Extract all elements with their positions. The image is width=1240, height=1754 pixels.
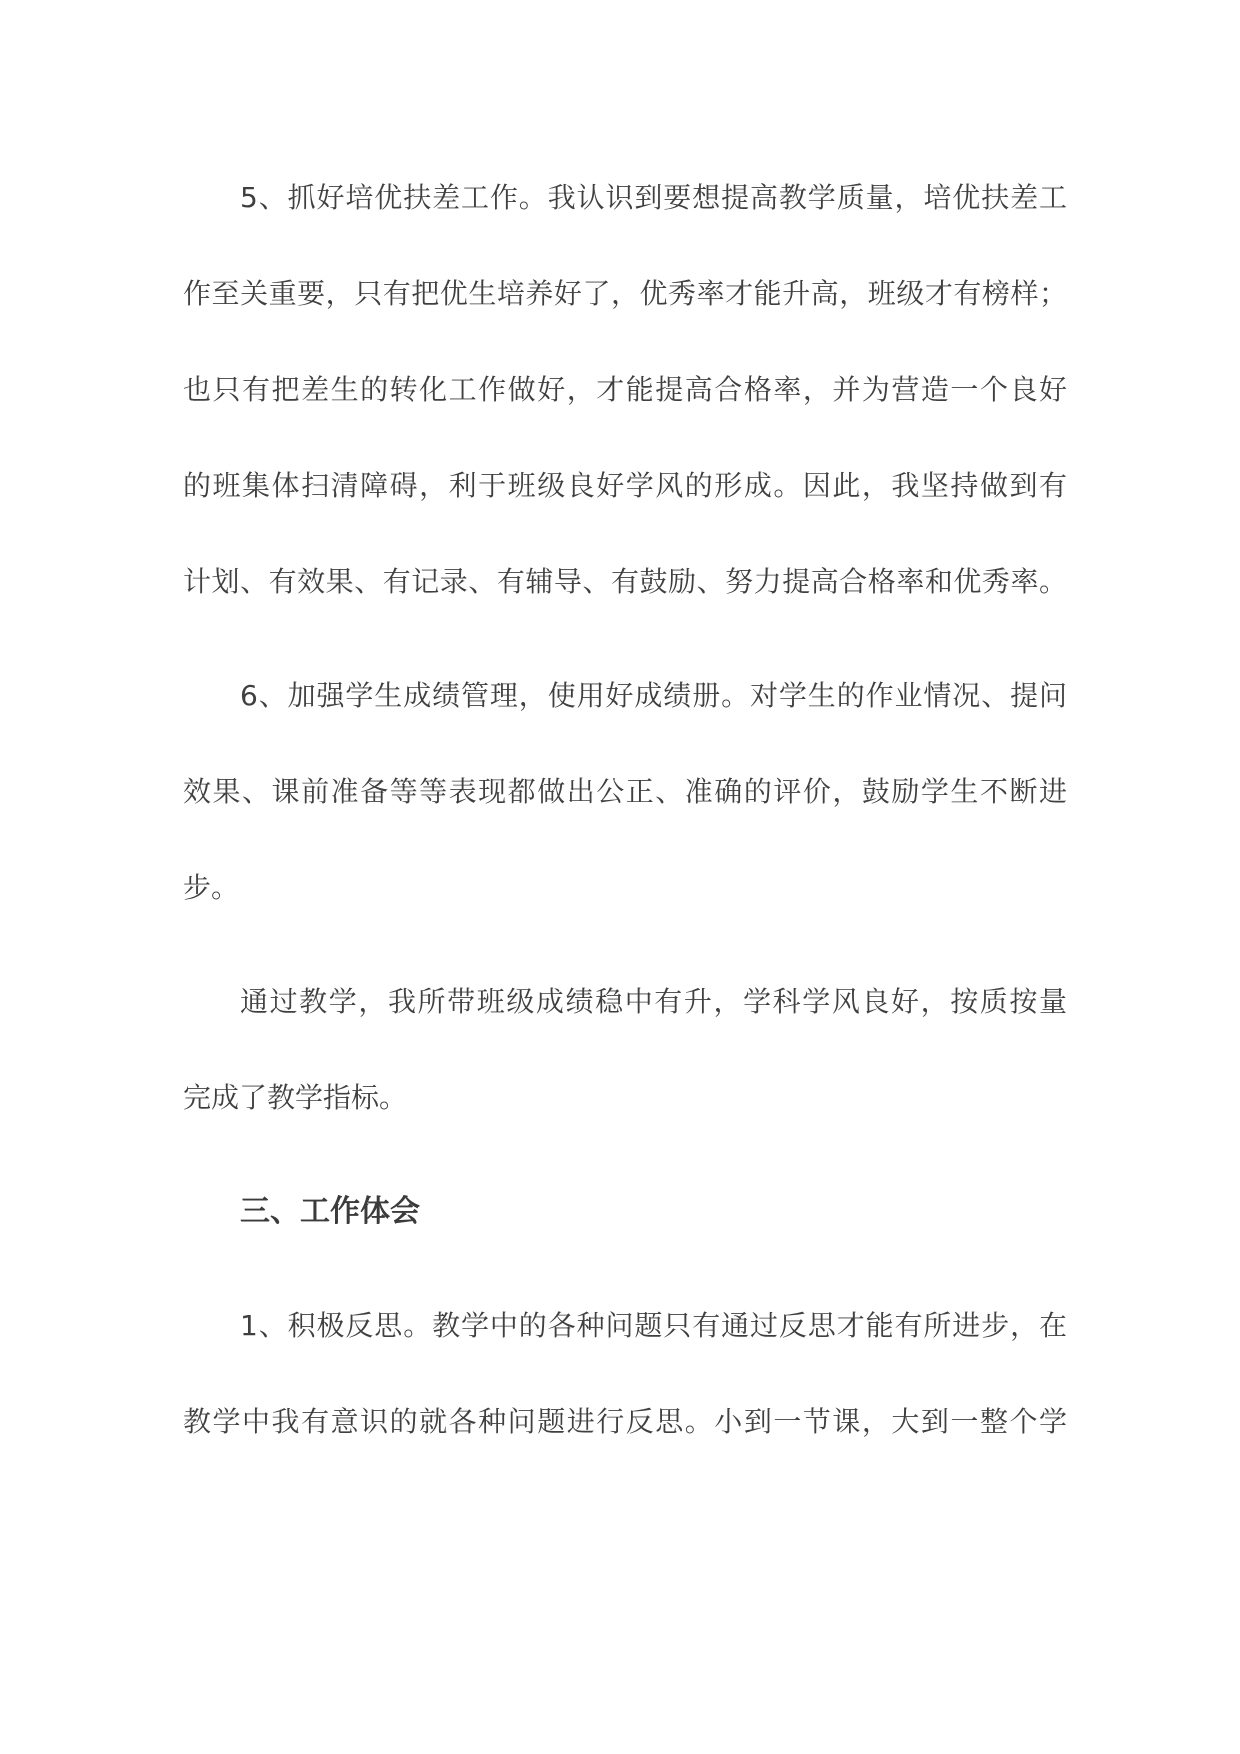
section-heading (183, 1164, 1067, 1260)
text-line: 完成了教学指标。 (183, 1081, 408, 1114)
text-content (183, 150, 1067, 1488)
text-line: 教学中我有意识的就各种问题进行反思。小到一节课，大到一整个学 (183, 1405, 1067, 1438)
text-line: 效果、课前准备等等表现都做出公正、准确的评价，鼓励学生不断进 (183, 775, 1067, 808)
paragraph (183, 648, 1067, 936)
text-line: 计划、有效果、有记录、有辅导、有鼓励、努力提高合格率和优秀率。 (183, 565, 1067, 598)
paragraph (183, 150, 1067, 630)
text-line: 1、积极反思。教学中的各种问题只有通过反思才能有所进步，在 (240, 1309, 1067, 1342)
text-line: 通过教学，我所带班级成绩稳中有升，学科学风良好，按质按量 (240, 985, 1067, 1018)
text-line: 5、抓好培优扶差工作。我认识到要想提高教学质量，培优扶差工 (240, 181, 1067, 214)
text-line: 的班集体扫清障碍，利于班级良好学风的形成。因此，我坚持做到有 (183, 469, 1067, 502)
paragraph (183, 1278, 1067, 1470)
text-line: 也只有把差生的转化工作做好，才能提高合格率，并为营造一个良好 (183, 373, 1067, 406)
text-line: 6、加强学生成绩管理，使用好成绩册。对学生的作业情况、提问 (240, 679, 1067, 712)
paragraph (183, 954, 1067, 1146)
text-line: 作至关重要，只有把优生培养好了，优秀率才能升高，班级才有榜样； (183, 277, 1067, 310)
heading-text-line: 三、工作体会 (240, 1194, 420, 1229)
text-line: 步。 (183, 871, 240, 904)
